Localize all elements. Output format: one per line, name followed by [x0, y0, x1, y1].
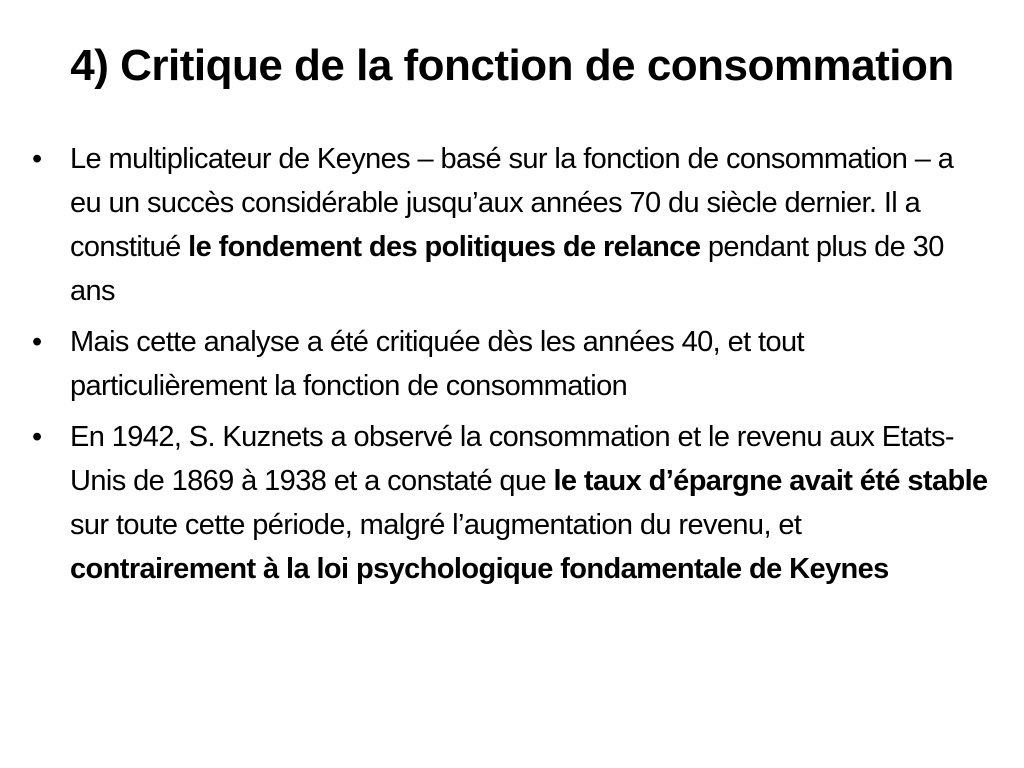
bullet-dot-icon: •: [32, 421, 42, 453]
bullet-1-text-a: Le multiplicateur de Keynes – basé sur la fonction de consommation – a eu un succès considérable jusqu’aux années 70 du siècle dernier. Il a constitué: [70, 143, 954, 263]
bullet-2-text: Mais cette analyse a été critiquée dès les années 40, et tout particulièrement la fonction de consommation: [70, 326, 804, 402]
bullet-3-text-b: sur toute cette période, malgré l’augmentation du revenu, et: [70, 509, 802, 541]
bullet-3-emphasis-b: contrairement à la loi psychologique fondamentale de Keynes: [70, 553, 889, 585]
slide-title: 4) Critique de la fonction de consommation: [70, 41, 954, 90]
bullet-item-3: [30, 415, 990, 591]
bullet-dot-icon: •: [32, 143, 42, 175]
bullet-3-emphasis-a: le taux d’épargne avait été stable: [553, 465, 988, 497]
bullet-1-emphasis: le fondement des politiques de relance: [188, 231, 701, 263]
bullet-item-2: [30, 320, 990, 408]
bullet-1-text-b: pendant plus de 30 ans: [70, 231, 944, 307]
bullet-item-1: [30, 137, 990, 313]
bullet-dot-icon: •: [32, 326, 42, 358]
bullet-list: [30, 137, 990, 598]
bullet-3-text-a: En 1942, S. Kuznets a observé la consommation et le revenu aux Etats-Unis de 1869 à 1938 et a constaté que: [70, 421, 954, 497]
